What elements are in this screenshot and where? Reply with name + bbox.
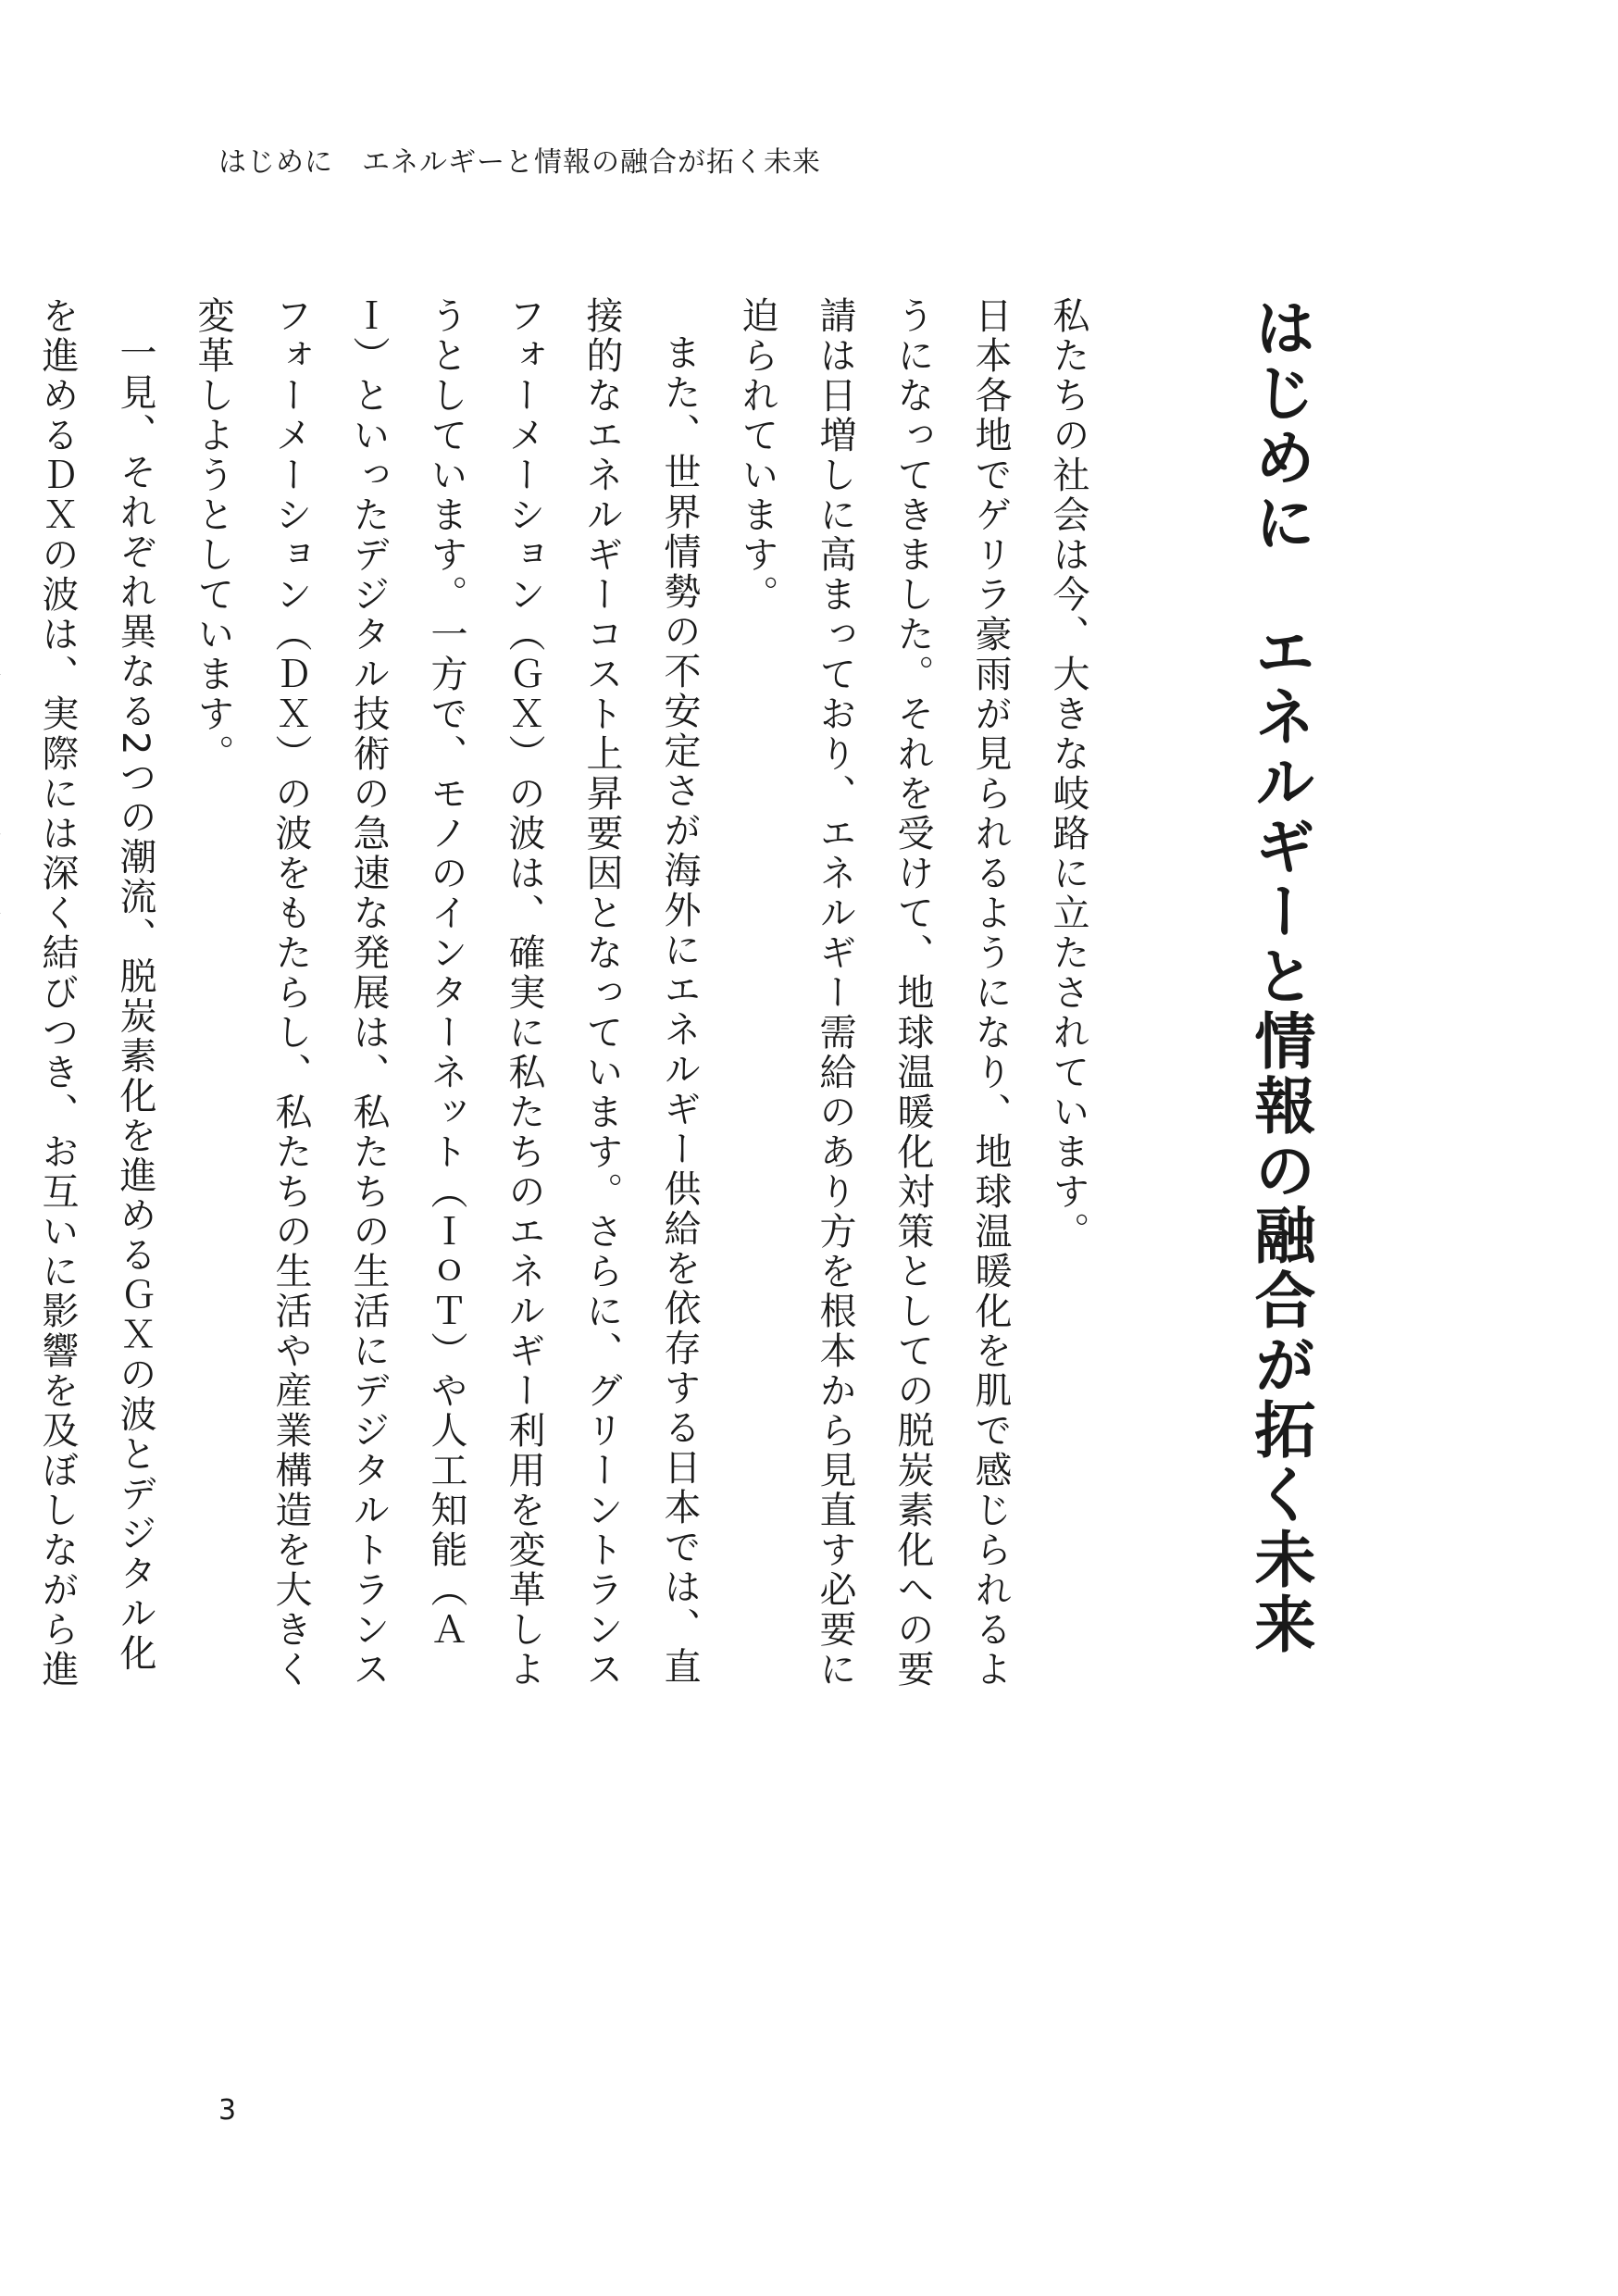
paragraph: 私たちの社会は今、大きな岐路に立たされています。 xyxy=(1047,296,1089,1252)
body-text xyxy=(36,296,1107,1703)
running-header: はじめに エネルギーと情報の融合が拓く未来 xyxy=(218,146,821,179)
chapter-title: はじめに エネルギーと情報の融合が拓く未来 xyxy=(1244,296,1315,1657)
paragraph: また、世界情勢の不安定さが海外にエネルギー供給を依存する日本では、直接的なエネルギーコスト上昇要因となっています。さらに、グリーントランスフォーメーション（ＧＸ）の波は、確実に私たちのエネルギー利用を変革しようとしています。一方で、モノのインターネット（ＩｏＴ）や人工知能（ＡＩ）といったデジタル技術の急速な発展は、私たちの生活にデジタルトランスフォーメーション（ＤＸ）の波をもたらし、私たちの生活や産業構造を大きく変革しようとしています。 xyxy=(192,296,701,1690)
paragraph: 一見、それぞれ異なる2つの潮流、脱炭素化を進めるＧＸの波とデジタル化を進めるＤＸの波は、実際には深く結びつき、お互いに影響を及ぼしながら進 xyxy=(36,296,156,1690)
page-number: 3 xyxy=(218,2094,237,2127)
paragraph: 日本各地でゲリラ豪雨が見られるようになり、地球温暖化を肌で感じられるようになってきました。それを受けて、地球温暖化対策としての脱炭素化への要請は日増しに高まっており、エネルギー需給のあり方を根本から見直す必要に迫られています。 xyxy=(736,296,1012,1690)
